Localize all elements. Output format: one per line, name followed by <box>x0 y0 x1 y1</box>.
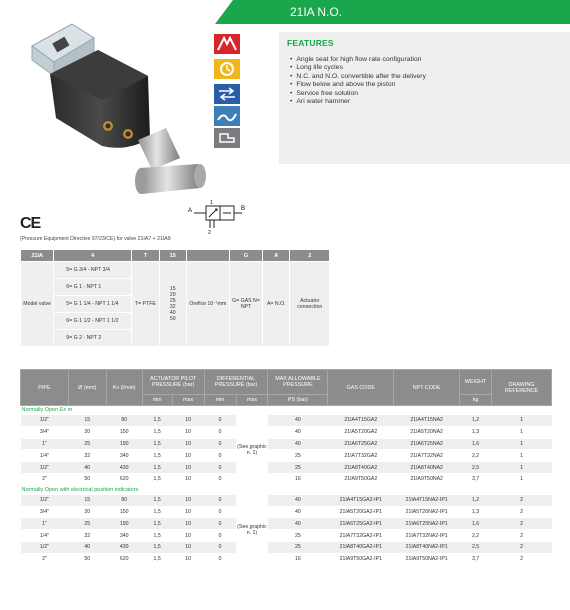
table-cell: 2" <box>21 473 69 485</box>
col-differential: DIFFERENTIAL PRESSURE (bar) <box>204 370 268 395</box>
table-cell: 0 <box>204 494 236 506</box>
table-cell: 3/4" <box>21 426 69 438</box>
table-cell: 21IA7T32GA2-IP1 <box>328 530 394 542</box>
table-cell: 25 <box>268 530 328 542</box>
ped-note: (Pressure Equipment Directive 97/23/CE) for valve 21IA7 + 21IA9 <box>20 236 171 242</box>
table-cell: 0 <box>204 530 236 542</box>
flow-piston-icon <box>214 106 240 126</box>
table-cell: 80 <box>106 415 142 427</box>
table-cell: 15 <box>68 494 106 506</box>
col-max: max <box>236 395 268 406</box>
table-cell: 1" <box>21 438 69 450</box>
table-row <box>21 541 552 553</box>
table-row <box>21 415 552 427</box>
code-header: 2 <box>290 250 330 262</box>
col-kg: kg <box>460 395 492 406</box>
ordering-code-table <box>20 249 330 347</box>
table-cell: 0 <box>204 553 236 565</box>
table-cell: 21IA8T40NA2-IP1 <box>394 541 460 553</box>
table-cell: 0 <box>204 462 236 474</box>
convertible-icon <box>214 84 240 104</box>
header-bar-notch <box>215 0 233 24</box>
table-cell: 1,5 <box>142 426 172 438</box>
table-cell: 620 <box>106 473 142 485</box>
table-cell: 21IA6T25GA2-IP1 <box>328 518 394 530</box>
table-cell: 3/4" <box>21 506 69 518</box>
ce-mark: CE <box>20 215 41 232</box>
svg-text:A: A <box>188 208 193 214</box>
orifice-value: 40 <box>169 310 176 316</box>
code-header: A <box>263 250 290 262</box>
table-cell: 10 <box>172 450 204 462</box>
pipe-option: 6= G 1 1/2 - NPT 1 1/2 <box>54 313 132 330</box>
svg-text:B: B <box>241 206 246 212</box>
table-cell: 20 <box>68 506 106 518</box>
table-cell: 0 <box>204 438 236 450</box>
table-cell: 0 <box>204 473 236 485</box>
table-cell: 25 <box>268 462 328 474</box>
table-cell: 21IA5T20GA2-IP1 <box>328 506 394 518</box>
table-cell: 1,3 <box>460 506 492 518</box>
feature-item: • Long life cycles <box>290 64 426 72</box>
table-cell: 21IA4T15GA2 <box>328 415 394 427</box>
table-cell: 21IA4T15NA2-IP1 <box>394 494 460 506</box>
table-cell: 21IA4T15GA2-IP1 <box>328 494 394 506</box>
table-cell: 1/4" <box>21 530 69 542</box>
table-row <box>21 473 552 485</box>
table-cell: 190 <box>106 518 142 530</box>
valve-symbol-icon <box>186 198 248 236</box>
col-kv: Kv (l/min) <box>106 370 142 406</box>
code-header: 4 <box>54 250 132 262</box>
table-cell: 150 <box>106 426 142 438</box>
table-cell: 1,5 <box>142 553 172 565</box>
table-cell: 340 <box>106 530 142 542</box>
pipe-option: 5= G 1 1/4 - NPT 1 1/4 <box>54 296 132 313</box>
table-cell: 1/2" <box>21 415 69 427</box>
col-gas-code: GAS CODE <box>328 370 394 406</box>
table-cell: 25 <box>68 518 106 530</box>
table-row <box>21 494 552 506</box>
table-cell: 21IA5T20NA2 <box>394 426 460 438</box>
table-cell: 1 <box>492 426 552 438</box>
col-weight: WEIGHT <box>460 370 492 395</box>
table-cell: 1 <box>492 473 552 485</box>
table-cell: 1 <box>492 462 552 474</box>
table-cell: 16 <box>268 473 328 485</box>
technical-data-table <box>20 369 552 566</box>
orifice-label: Orefice 10⁻¹mm <box>186 262 229 347</box>
table-cell: 2 <box>492 530 552 542</box>
pipe-option: 6= G 1 - NPT 1 <box>54 279 132 296</box>
table-cell: 80 <box>106 494 142 506</box>
table-cell: 40 <box>268 426 328 438</box>
table-cell: 21IA8T40GA2-IP1 <box>328 541 394 553</box>
table-cell: 0 <box>204 541 236 553</box>
table-cell: 2 <box>492 494 552 506</box>
table-cell: 1" <box>21 518 69 530</box>
table-cell: 1,2 <box>460 494 492 506</box>
table-cell: 0 <box>204 450 236 462</box>
table-cell: 32 <box>68 450 106 462</box>
table-cell: 340 <box>106 450 142 462</box>
table-cell: 2 <box>492 518 552 530</box>
code-header: T <box>132 250 159 262</box>
see-graphic-note: (See graphic n. 1) <box>236 415 268 486</box>
orifice-value: 32 <box>169 304 176 310</box>
section-title: Normally Open Ex m <box>21 406 552 415</box>
pipe-option: 5= G 3/4 - NPT 3/4 <box>54 262 132 279</box>
section-row <box>21 485 552 494</box>
table-cell: 21IA8T40NA2 <box>394 462 460 474</box>
table-cell: 21IA9T50NA2 <box>394 473 460 485</box>
table-cell: 25 <box>268 541 328 553</box>
table-cell: 1,5 <box>142 494 172 506</box>
table-cell: 1/2" <box>21 494 69 506</box>
table-cell: 430 <box>106 462 142 474</box>
long-life-icon <box>214 59 240 79</box>
model-cell: Model valve <box>21 262 54 347</box>
technical-table-body <box>21 406 552 566</box>
table-cell: 50 <box>68 473 106 485</box>
table-cell: 1 <box>492 450 552 462</box>
table-cell: 21IA6T25NA2 <box>394 438 460 450</box>
orifice-value: 20 <box>169 292 176 298</box>
table-cell: 1,5 <box>142 438 172 450</box>
table-cell: 430 <box>106 541 142 553</box>
table-row <box>21 530 552 542</box>
table-cell: 2,2 <box>460 450 492 462</box>
table-cell: 20 <box>68 426 106 438</box>
table-cell: 25 <box>268 450 328 462</box>
table-cell: 3,7 <box>460 553 492 565</box>
table-cell: 1,5 <box>142 415 172 427</box>
table-cell: 21IA4T15NA2 <box>394 415 460 427</box>
table-cell: 2 <box>492 553 552 565</box>
table-cell: 10 <box>172 541 204 553</box>
table-cell: 3,7 <box>460 473 492 485</box>
table-cell: 21IA8T40GA2 <box>328 462 394 474</box>
table-cell: 620 <box>106 553 142 565</box>
table-cell: 190 <box>106 438 142 450</box>
table-cell: 10 <box>172 415 204 427</box>
table-cell: 40 <box>268 415 328 427</box>
table-cell: 1/2" <box>21 541 69 553</box>
table-row <box>21 462 552 474</box>
table-cell: 1,5 <box>142 518 172 530</box>
code-header-blank <box>186 250 229 262</box>
table-cell: 10 <box>172 473 204 485</box>
feature-item: • Flow below and above the piston <box>290 81 426 89</box>
table-row <box>21 506 552 518</box>
col-drawing: DRAWING REFERENCE <box>492 370 552 406</box>
table-cell: 21IA7T32NA2-IP1 <box>394 530 460 542</box>
table-cell: 1/4" <box>21 450 69 462</box>
see-graphic-note: (See graphic n. 1) <box>236 494 268 565</box>
table-cell: 10 <box>172 553 204 565</box>
table-cell: 25 <box>68 438 106 450</box>
table-cell: 1,5 <box>142 530 172 542</box>
col-npt-code: NPT CODE <box>394 370 460 406</box>
code-header: G <box>229 250 262 262</box>
table-cell: 1/2" <box>21 462 69 474</box>
table-cell: 1 <box>492 438 552 450</box>
table-cell: 1,5 <box>142 473 172 485</box>
table-row <box>21 553 552 565</box>
pipe-option: 9= G 2 - NPT 2 <box>54 330 132 347</box>
table-cell: 15 <box>68 415 106 427</box>
table-cell: 2 <box>492 506 552 518</box>
feature-item: • Angle seat for high flow rate configuration <box>290 56 426 64</box>
table-cell: 2" <box>21 553 69 565</box>
angle-seat-valve-photo <box>20 18 210 198</box>
table-cell: 32 <box>68 530 106 542</box>
table-cell: 21IA9T50GA2-IP1 <box>328 553 394 565</box>
table-cell: 0 <box>204 426 236 438</box>
table-cell: 1,6 <box>460 518 492 530</box>
table-cell: 1,2 <box>460 415 492 427</box>
table-cell: 0 <box>204 518 236 530</box>
table-cell: 1 <box>492 415 552 427</box>
table-cell: 2,5 <box>460 462 492 474</box>
table-row <box>21 426 552 438</box>
page-title: 21IA N.O. <box>290 5 343 19</box>
table-cell: 1,5 <box>142 541 172 553</box>
table-cell: 21IA5T20NA2-IP1 <box>394 506 460 518</box>
table-cell: 1,3 <box>460 426 492 438</box>
table-cell: 1,5 <box>142 450 172 462</box>
table-cell: 40 <box>268 518 328 530</box>
table-cell: 10 <box>172 506 204 518</box>
features-title: FEATURES <box>287 38 334 48</box>
feature-item: • Ari water hammer <box>290 98 426 106</box>
table-cell: 10 <box>172 518 204 530</box>
section-row <box>21 406 552 415</box>
orifice-value: 15 <box>169 286 176 292</box>
table-cell: 1,6 <box>460 438 492 450</box>
table-cell: 2 <box>492 541 552 553</box>
seal-cell: T= PTFE <box>132 262 159 347</box>
section-title: Normally Open with electrical position indicators <box>21 485 552 494</box>
table-cell: 40 <box>268 506 328 518</box>
table-cell: 0 <box>204 415 236 427</box>
feature-item: • N.C. and N.O. convertible after the delivery <box>290 73 426 81</box>
water-hammer-icon <box>214 128 240 148</box>
table-cell: 21IA6T25NA2-IP1 <box>394 518 460 530</box>
col-diam: Ø (mm) <box>68 370 106 406</box>
table-cell: 21IA5T20GA2 <box>328 426 394 438</box>
table-row <box>21 438 552 450</box>
col-actuator: ACTUATOR PILOT PRESSURE (bar) <box>142 370 204 395</box>
table-cell: 21IA7T32GA2 <box>328 450 394 462</box>
table-cell: 40 <box>268 494 328 506</box>
code-header: 21IA <box>21 250 54 262</box>
table-row <box>21 450 552 462</box>
col-max: max <box>172 395 204 406</box>
thread-cell: G= GAS N= NPT <box>229 262 262 347</box>
connection-cell: Actuator connection <box>290 262 330 347</box>
col-min: min <box>204 395 236 406</box>
orifice-value: 50 <box>169 316 176 322</box>
table-cell: 10 <box>172 426 204 438</box>
col-max-pressure: MAX ALLOWABLE PRESSURE <box>268 370 328 395</box>
actuator-cell: A= N.O. <box>263 262 290 347</box>
table-cell: 21IA6T25GA2 <box>328 438 394 450</box>
table-cell: 21IA9T50GA2 <box>328 473 394 485</box>
svg-text:2: 2 <box>208 230 211 236</box>
table-cell: 10 <box>172 530 204 542</box>
table-cell: 40 <box>68 462 106 474</box>
table-cell: 10 <box>172 438 204 450</box>
table-cell: 21IA7T32NA2 <box>394 450 460 462</box>
table-cell: 40 <box>68 541 106 553</box>
table-cell: 10 <box>172 462 204 474</box>
features-list <box>290 56 426 106</box>
table-row <box>21 518 552 530</box>
table-cell: 1,5 <box>142 462 172 474</box>
high-flow-icon <box>214 34 240 54</box>
table-cell: 0 <box>204 506 236 518</box>
orifice-value: 25 <box>169 298 176 304</box>
col-pipe: PIPE <box>21 370 69 406</box>
table-cell: 21IA9T50NA2-IP1 <box>394 553 460 565</box>
header-bar <box>215 0 570 24</box>
orifice-list <box>159 262 186 347</box>
svg-text:1: 1 <box>210 200 213 206</box>
table-cell: 40 <box>268 438 328 450</box>
table-cell: 10 <box>172 494 204 506</box>
table-cell: 1,5 <box>142 506 172 518</box>
table-cell: 150 <box>106 506 142 518</box>
feature-item: • Service free solution <box>290 90 426 98</box>
col-ps: PS (bar) <box>268 395 328 406</box>
table-cell: 2,5 <box>460 541 492 553</box>
code-header: 15 <box>159 250 186 262</box>
col-min: min <box>142 395 172 406</box>
table-cell: 2,2 <box>460 530 492 542</box>
table-cell: 50 <box>68 553 106 565</box>
table-cell: 16 <box>268 553 328 565</box>
